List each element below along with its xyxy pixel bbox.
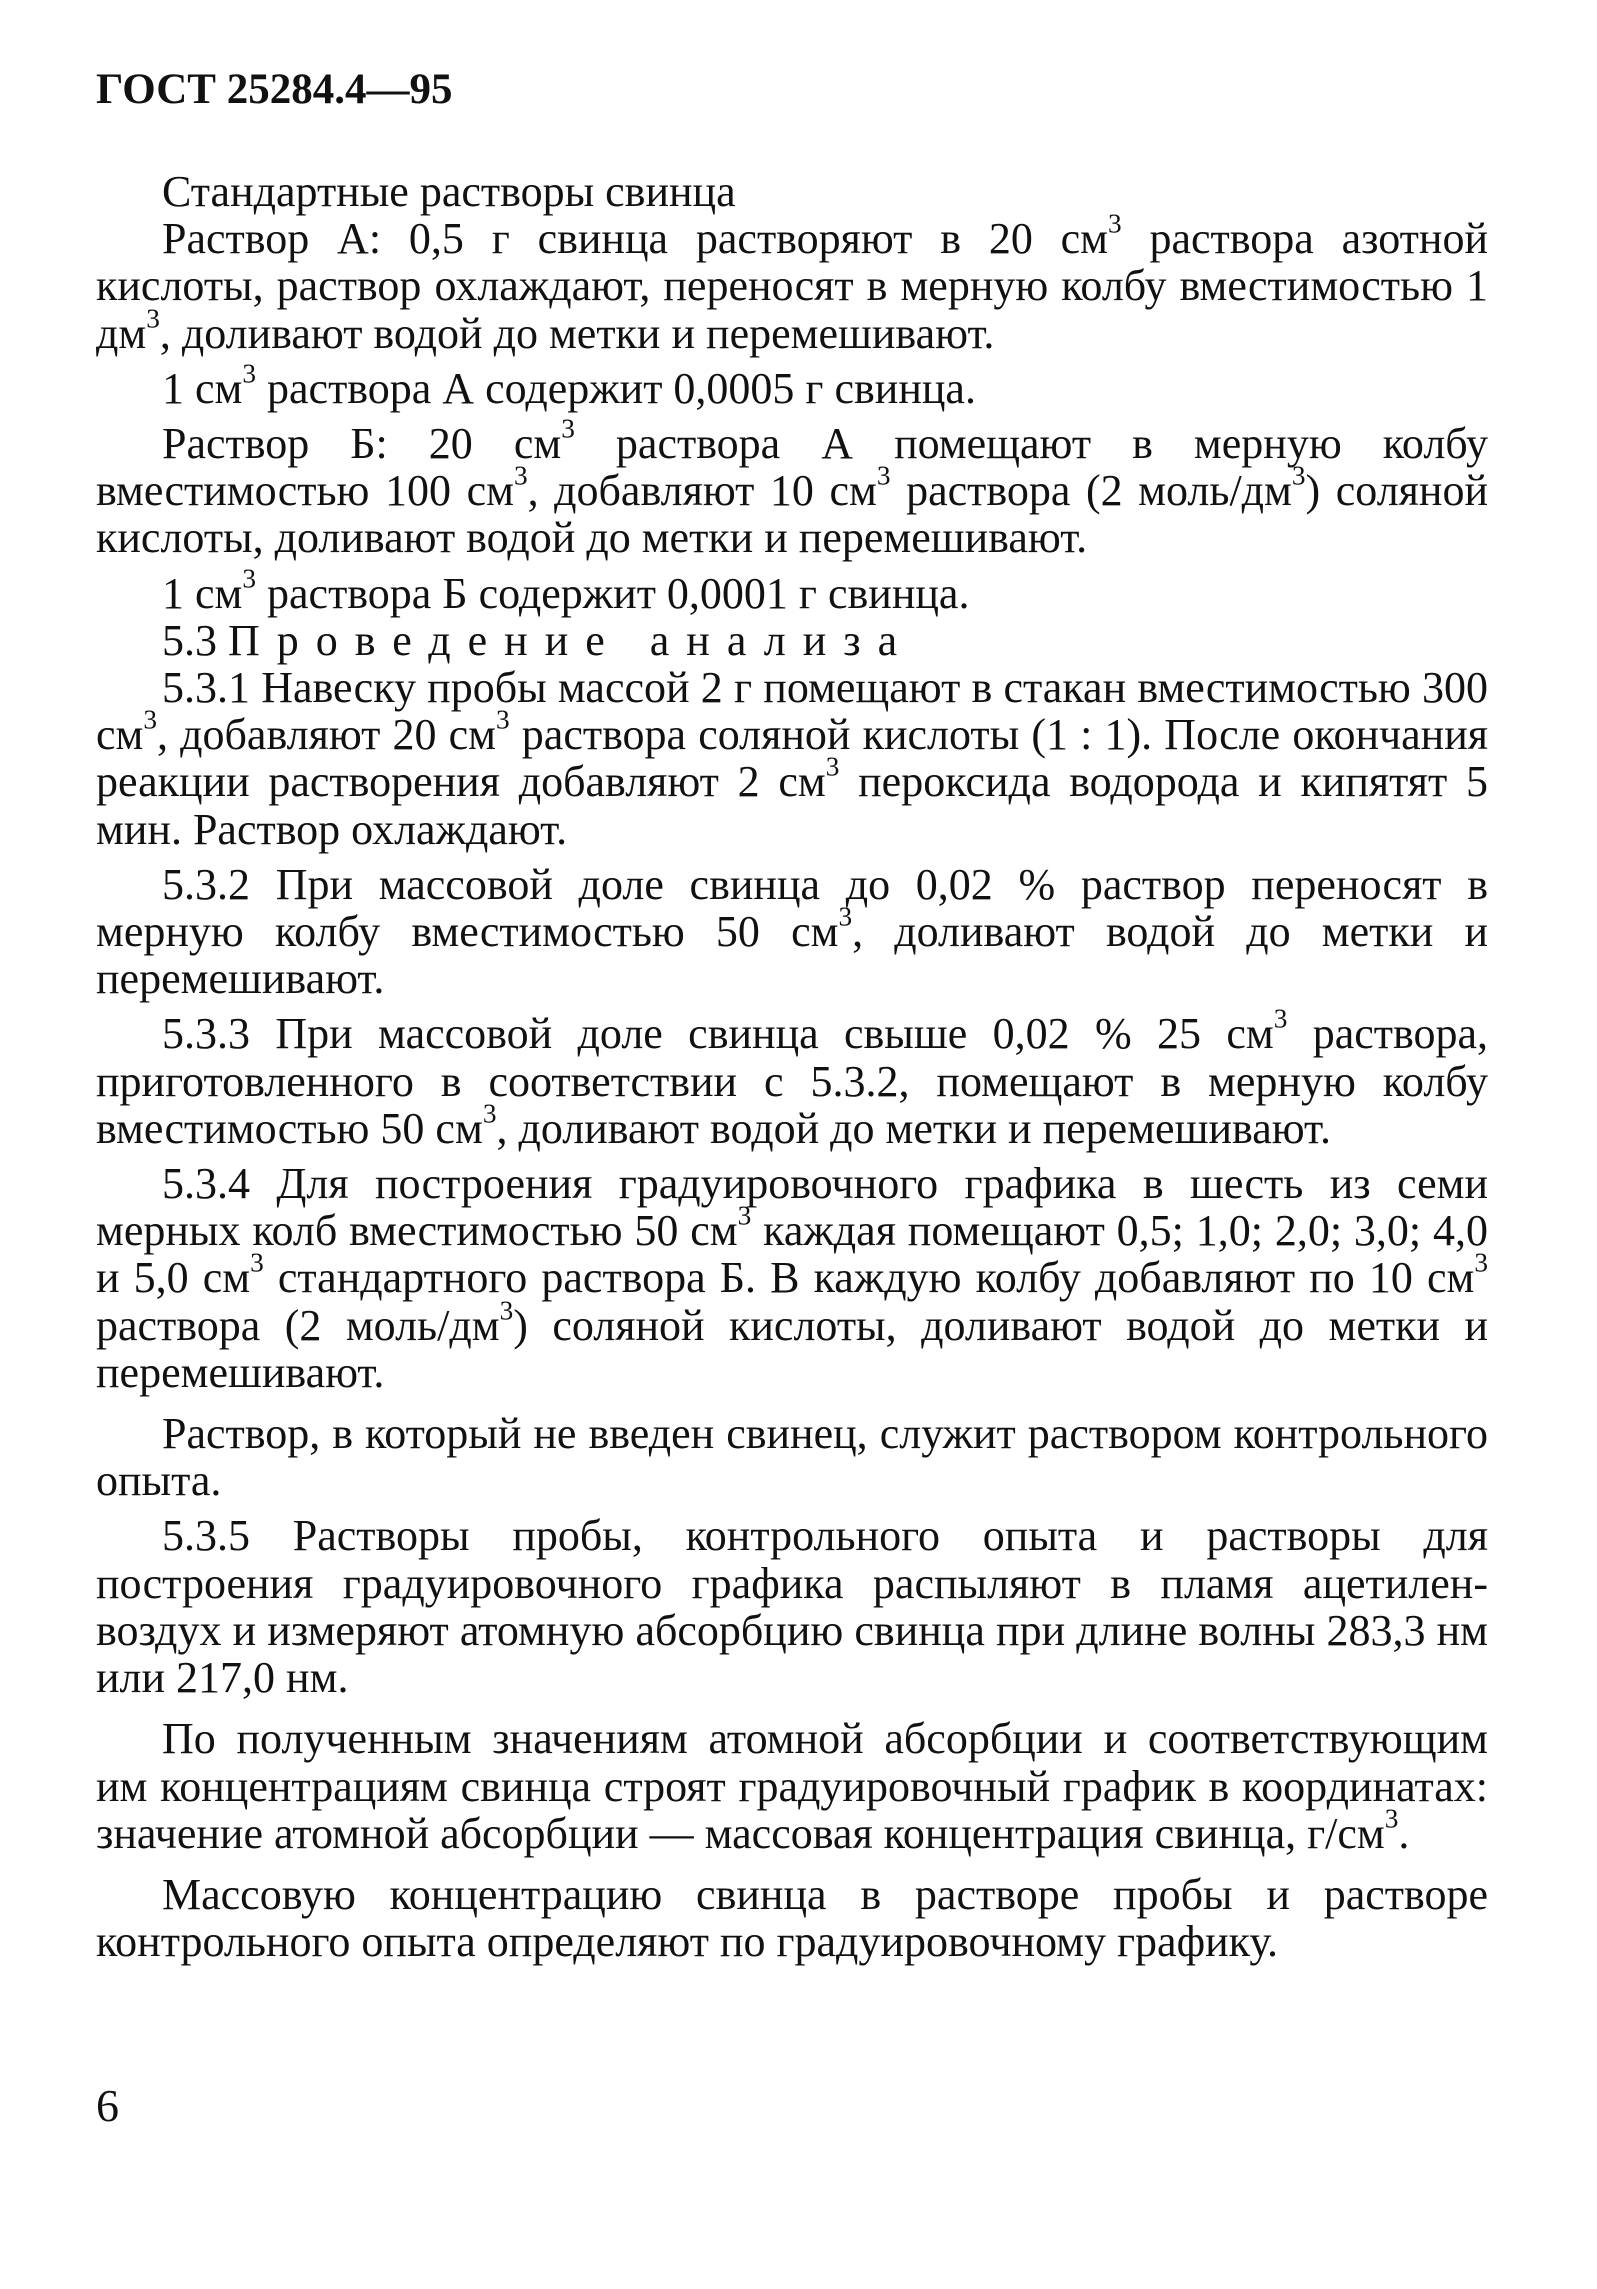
- section-number: 5.3: [162, 615, 217, 665]
- paragraph-5-3-5: 5.3.5 Растворы пробы, контрольного опыта и растворы для построения градуировочного графика распыляют в пламя ацетилен-воздух и измеряют атомную абсорбцию свинца при длине волны 283,3 нм или 217,0 нм.: [96, 1511, 1488, 1703]
- paragraph-5-3-4: 5.3.4 Для построения градуировочного графика в шесть из семи мерных колб вместимостью 50 $см^3$ каждая помещают 0,5; 1,0; 2,0; 3,0; 4,0 и 5,0 $см^3$ стандартного раствора Б. В каждую колбу добавляют по 10 $см^3$ раствора (2 моль/$дм^3$) соляной кислоты, доливают водой до метки и перемешивают.: [96, 1159, 1488, 1397]
- document-body: [96, 168, 1488, 1965]
- section-title: Проведение анализа: [228, 615, 915, 665]
- paragraph-solution-a-content: 1 $см^3$ раствора А содержит 0,0005 г свинца.: [162, 358, 976, 413]
- standard-header: ГОСТ 25284.4—95: [96, 66, 453, 113]
- page-number: 6: [96, 2080, 119, 2131]
- section-heading-5-3: [96, 617, 1488, 664]
- document-page: [96, 60, 1488, 1965]
- paragraph-5-3-3: 5.3.3 При массовой доле свинца свыше 0,02 % 25 $см^3$ раствора, приготовленного в соответствии с 5.3.2, помещают в мерную колбу вместимостью 50 $см^3$, доливают водой до метки и перемешивают.: [96, 1004, 1489, 1153]
- paragraph-calibration-graph: По полученным значениям атомной абсорбции и соответствующим им концентрациям свинца строят градуировочный график в координатах: значение атомной абсорбции — массовая концентрация свинца, $г/см^3$.: [96, 1714, 1488, 1858]
- paragraph-final: Массовую концентрацию свинца в растворе пробы и растворе контрольного опыта определяют по градуировочному графику.: [96, 1869, 1488, 1967]
- paragraph-control-solution: Раствор, в который не введен свинец, служит раствором контрольного опыта.: [96, 1409, 1488, 1506]
- paragraph-5-3-1: 5.3.1 Навеску пробы массой 2 г помещают в стакан вместимостью 300 $см^3$, добавляют 20 $см^3$ раствора соляной кислоты (1 : 1). После окончания реакции растворения добавляют 2 $см^3$ пероксида водорода и кипятят 5 мин. Раствор охлаждают.: [96, 663, 1488, 854]
- paragraph-standard-solutions-title: Стандартные растворы свинца: [162, 167, 736, 216]
- paragraph-5-3-2: 5.3.2 При массовой доле свинца до 0,02 % раствор переносят в мерную колбу вместимостью 50 $см^3$, доливают водой до метки и перемешивают.: [96, 859, 1488, 1004]
- paragraph-solution-b-content: 1 $см^3$ раствора Б содержит 0,0001 г свинца.: [162, 563, 970, 618]
- paragraph-solution-a: Раствор А: 0,5 г свинца растворяют в 20 $см^3$ раствора азотной кислоты, раствор охлаждают, переносят в мерную колбу вместимостью 1 $дм^3$, доливают водой до метки и перемешивают.: [96, 208, 1489, 358]
- paragraph-solution-b: Раствор Б: 20 $см^3$ раствора А помещают в мерную колбу вместимостью 100 $см^3$, добавляют 10 $см^3$ раствора (2 моль/$дм^3$) соляной кислоты, доливают водой до метки и перемешивают.: [96, 413, 1489, 563]
